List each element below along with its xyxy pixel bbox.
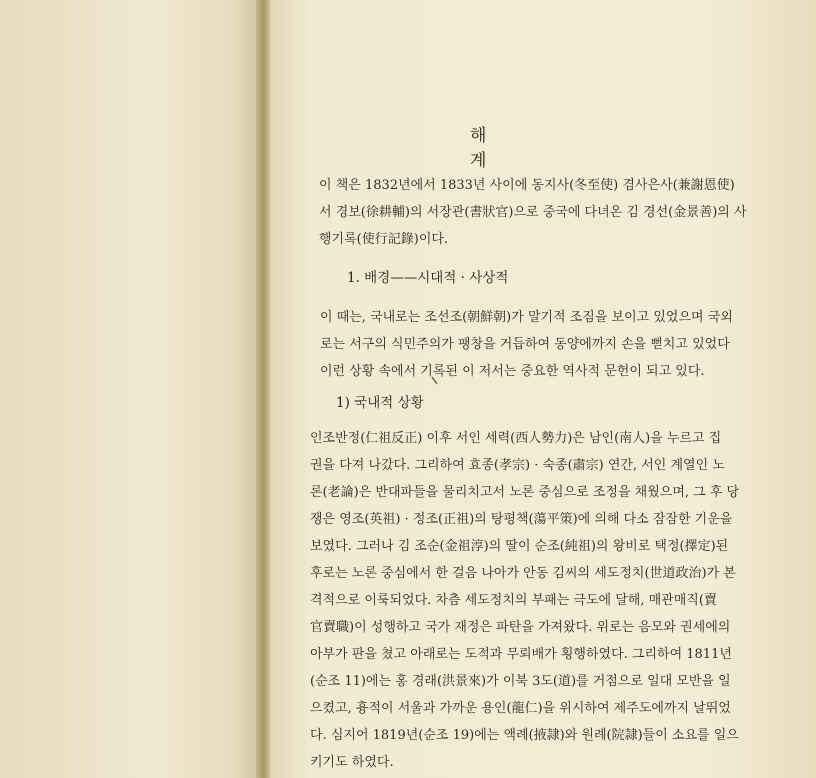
page-title: 해 계 — [470, 126, 521, 171]
section-heading: 1. 배경——시대적 · 사상적 — [347, 270, 509, 286]
text-line: 보였다. 그러나 김 조순(金祖淳)의 딸이 순조(純祖)의 왕비로 택정(擇定)된 — [310, 539, 729, 554]
text-line: 아부가 판을 쳤고 아래로는 도적과 무뢰배가 횡행하였다. 그리하여 1811년 — [310, 647, 732, 662]
text-line: 권을 다져 나갔다. 그리하여 효종(孝宗) · 숙종(肅宗) 연간, 서인 계열인 노 — [310, 458, 725, 473]
text-line: 후로는 노론 중심에서 한 걸음 나아가 안동 김씨의 세도정치(世道政治)가 본 — [310, 566, 736, 581]
text-line: 인조반정(仁祖反正) 이후 서인 세력(西人勢力)은 남인(南人)을 누르고 집 — [310, 431, 722, 446]
subsection-heading: 1) 국내적 상황 — [336, 395, 424, 411]
text-line: 官賣職)이 성행하고 국가 재정은 파탄을 가져왔다. 위로는 음모와 권세에의 — [310, 620, 731, 635]
text-line: 서 경보(徐耕輔)의 서장관(書狀官)으로 중국에 다녀온 김 경선(金景善)의 사 — [319, 205, 747, 220]
text-line: 키기도 하였다. — [310, 755, 394, 770]
text-line: 행기록(使行記錄)이다. — [319, 232, 449, 247]
pencil-tick — [432, 377, 437, 384]
text-line: 이 책은 1832년에서 1833년 사이에 동지사(冬至使) 겸사은사(兼謝恩使) — [319, 178, 735, 193]
text-line: 쟁은 영조(英祖) · 정조(正祖)의 탕평책(蕩平策)에 의해 다소 잠잠한 기운을 — [310, 512, 733, 527]
text-line: 격적으로 이룩되었다. 차츰 세도정치의 부패는 극도에 달해, 매관매직(賣 — [310, 593, 717, 608]
text-line: (순조 11)에는 홍 경래(洪景來)가 이북 3도(道)를 거점으로 일대 모반을 일 — [310, 674, 731, 689]
text-line: 이런 상황 속에서 기록된 이 저서는 중요한 역사적 문헌이 되고 있다. — [320, 364, 705, 379]
text-line: 이 때는, 국내로는 조선조(朝鮮朝)가 말기적 조짐을 보이고 있었으며 국외 — [320, 310, 733, 325]
text-line: 다. 심지어 1819년(순조 19)에는 액례(掖隷)와 원례(院隷)들이 소요를 일으 — [310, 728, 739, 743]
text-line: 으켰고, 흉적이 서울과 가까운 용인(龍仁)을 위시하여 제주도에까지 날뛰었 — [310, 701, 731, 716]
text-line: 로는 서구의 식민주의가 팽창을 거듭하여 동양에까지 손을 뻗치고 있었다 — [320, 337, 730, 352]
text-line: 론(老論)은 반대파들을 물리치고서 노론 중심으로 조정을 채웠으며, 그 후 당 — [310, 485, 740, 500]
